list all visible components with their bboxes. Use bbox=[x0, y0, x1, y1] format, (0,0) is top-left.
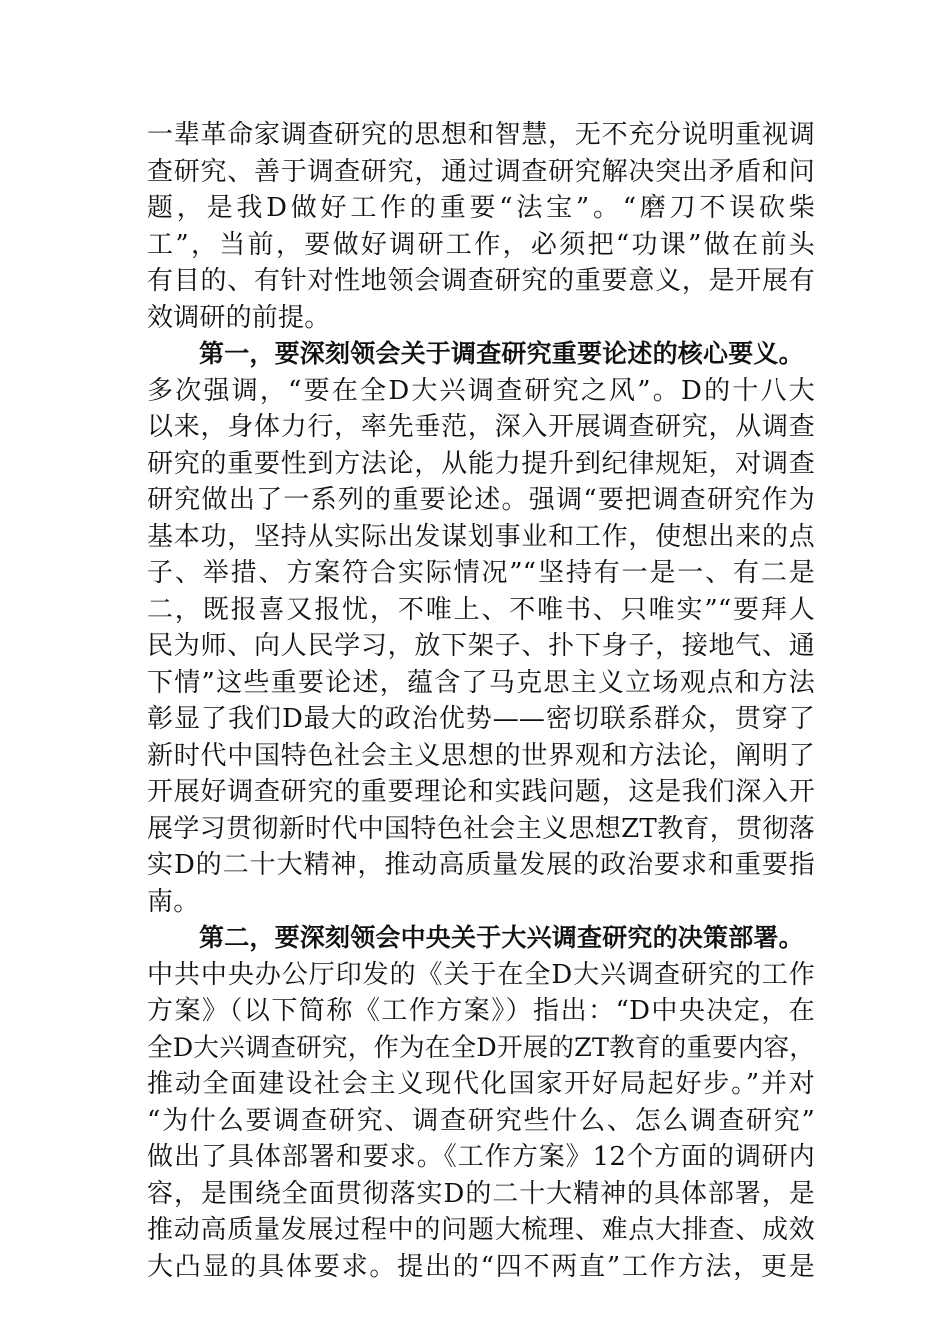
paragraph-line: 效调研的前提。 bbox=[147, 302, 331, 333]
paragraph-line: 推动全面建设社会主义现代化国家开好局起好步。”并对 bbox=[147, 1069, 815, 1099]
paragraph-line: 下情”这些重要论述，蕴含了马克思主义立场观点和方法 bbox=[147, 667, 815, 698]
paragraph-line: “为什么要调查研究、调查研究些什么、怎么调查研究” bbox=[147, 1105, 815, 1136]
paragraph-line: 研究做出了一系列的重要论述。强调“要把调查研究作为 bbox=[147, 485, 815, 515]
paragraph-line: 推动高质量发展过程中的问题大梳理、难点大排查、成效 bbox=[147, 1215, 815, 1245]
paragraph-line: 全D大兴调查研究，作为在全D开展的ZT教育的重要内容， bbox=[147, 1032, 815, 1063]
paragraph-line: 基本功，坚持从实际出发谋划事业和工作，使想出来的点 bbox=[147, 521, 815, 552]
paragraph-line: 新时代中国特色社会主义思想的世界观和方法论，阐明了 bbox=[147, 740, 815, 771]
paragraph-line: 民为师、向人民学习，放下架子、扑下身子，接地气、通 bbox=[147, 631, 815, 661]
paragraph-line: 做出了具体部署和要求。《工作方案》12个方面的调研内 bbox=[147, 1142, 815, 1172]
paragraph-line: 实D的二十大精神，推动高质量发展的政治要求和重要指 bbox=[147, 850, 815, 880]
paragraph-line: 展学习贯彻新时代中国特色社会主义思想ZT教育，贯彻落 bbox=[147, 813, 815, 844]
paragraph-line: 一辈革命家调查研究的思想和智慧，无不充分说明重视调 bbox=[147, 120, 815, 150]
paragraph-line: 方案》（以下简称《工作方案》）指出：“D中央决定，在 bbox=[147, 996, 815, 1026]
paragraph-line: 开展好调查研究的重要理论和实践问题，这是我们深入开 bbox=[147, 777, 815, 807]
paragraph-line: 研究的重要性到方法论，从能力提升到纪律规矩，对调查 bbox=[147, 448, 815, 479]
paragraph-line: 工”，当前，要做好调研工作，必须把“功课”做在前头 bbox=[147, 229, 815, 260]
paragraph-line: 子、举措、方案符合实际情况”“坚持有一是一、有二是 bbox=[147, 558, 815, 588]
section-heading: 第一，要深刻领会关于调查研究重要论述的核心要义。 bbox=[199, 339, 804, 368]
section-heading: 第二，要深刻领会中央关于大兴调查研究的决策部署。 bbox=[199, 923, 804, 952]
paragraph-line: 多次强调，“要在全D大兴调查研究之风”。D的十八大 bbox=[147, 375, 815, 406]
paragraph-line: 查研究、善于调查研究，通过调查研究解决突出矛盾和问 bbox=[147, 156, 815, 187]
paragraph-line: 二，既报喜又报忧，不唯上、不唯书、只唯实”“要拜人 bbox=[147, 594, 815, 625]
paragraph-line: 题，是我D做好工作的重要“法宝”。“磨刀不误砍柴 bbox=[147, 193, 815, 223]
paragraph-line: 中共中央办公厅印发的《关于在全D大兴调查研究的工作 bbox=[147, 959, 815, 990]
paragraph-line: 容，是围绕全面贯彻落实D的二十大精神的具体部署，是 bbox=[147, 1178, 815, 1209]
paragraph-line: 有目的、有针对性地领会调查研究的重要意义，是开展有 bbox=[147, 266, 815, 296]
paragraph-line: 以来，身体力行，率先垂范，深入开展调查研究，从调查 bbox=[147, 412, 815, 442]
paragraph-line: 彰显了我们D最大的政治优势——密切联系群众，贯穿了 bbox=[147, 704, 815, 734]
document-body bbox=[147, 117, 815, 1285]
paragraph-line: 南。 bbox=[147, 886, 200, 917]
paragraph-line: 大凸显的具体要求。提出的“四不两直”工作方法，更是 bbox=[147, 1251, 815, 1282]
